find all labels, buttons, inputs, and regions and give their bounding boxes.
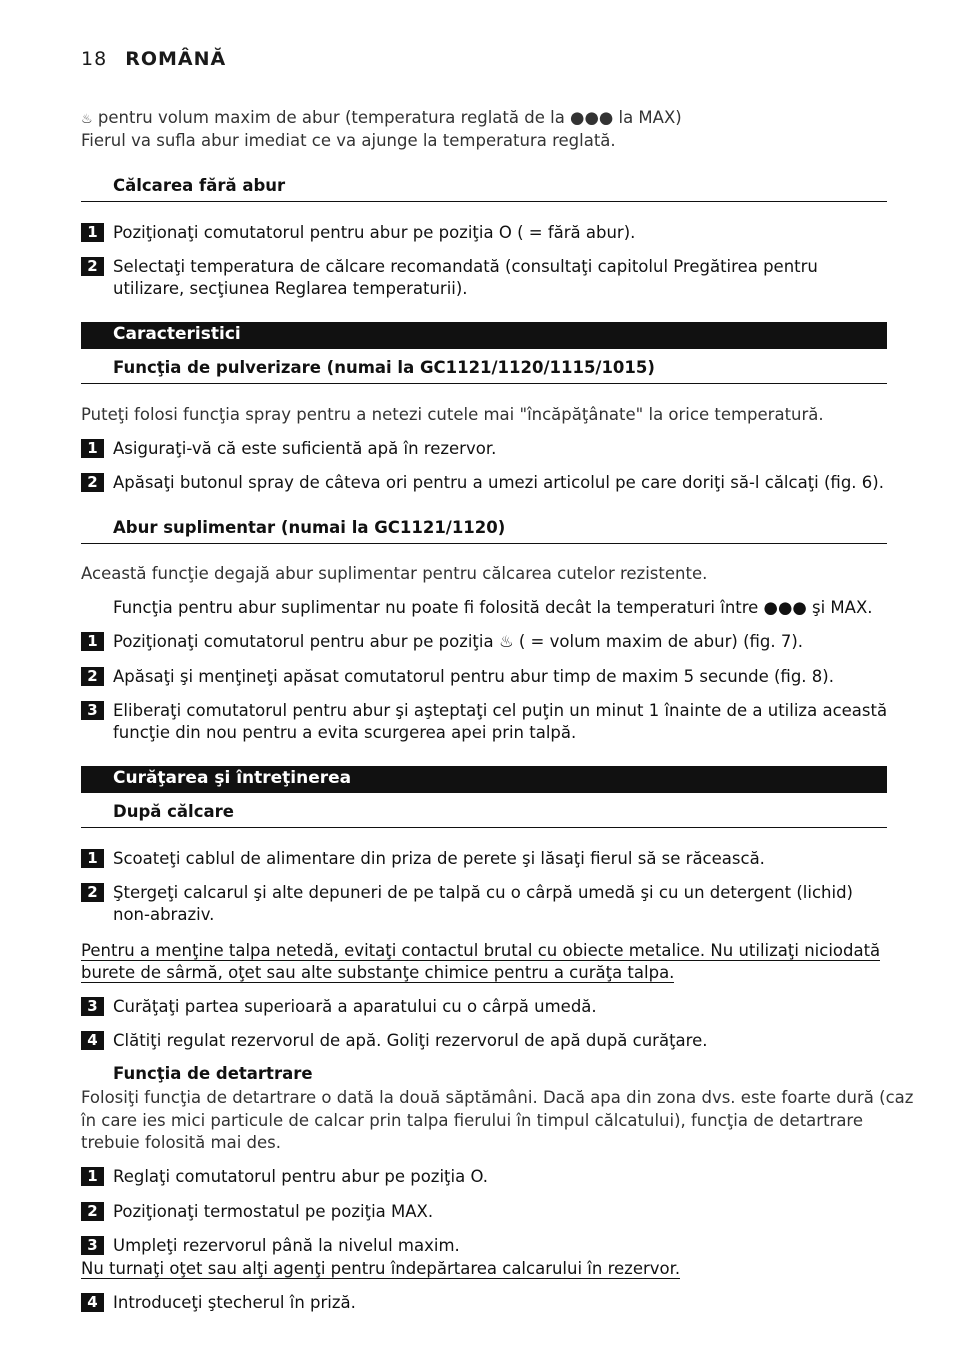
step-text: Poziţionaţi termostatul pe poziţia MAX. bbox=[113, 1202, 434, 1221]
step-number: 3 bbox=[81, 701, 104, 720]
step-text: Curăţaţi partea superioară a aparatului cu o cârpă umedă. bbox=[113, 997, 597, 1016]
step-number: 1 bbox=[81, 439, 104, 458]
step-text: Introduceţi ştecherul în priză. bbox=[113, 1293, 356, 1312]
divider bbox=[81, 201, 887, 202]
step-text: Umpleţi rezervorul până la nivelul maxim. bbox=[113, 1236, 460, 1255]
section-intro: Puteţi folosi funcţia spray pentru a netezi cutele mai "încăpăţânate" la orice temperatură. bbox=[81, 405, 824, 424]
step-number: 1 bbox=[81, 849, 104, 868]
section-title-extra-steam: Abur suplimentar (numai la GC1121/1120) bbox=[113, 518, 506, 537]
step-number: 2 bbox=[81, 1202, 104, 1221]
step-text: Poziţionaţi comutatorul pentru abur pe poziţia ♨ ( = volum maxim de abur) (fig. 7). bbox=[113, 632, 804, 651]
section-note: Funcţia pentru abur suplimentar nu poate fi folosită decât la temperaturi între ●●● şi MAX. bbox=[113, 598, 873, 617]
step-text: Poziţionaţi comutatorul pentru abur pe poziţia O ( = fără abur). bbox=[113, 223, 636, 242]
step-text: Apăsaţi şi menţineţi apăsat comutatorul pentru abur timp de maxim 5 secunde (fig. 8). bbox=[113, 667, 834, 686]
intro-line-1-text: pentru volum maxim de abur (temperatura reglată de la ●●● la MAX) bbox=[92, 108, 682, 127]
divider bbox=[81, 383, 887, 384]
section-intro: trebuie folosită mai des. bbox=[81, 1133, 282, 1152]
steam-max-icon: ♨ bbox=[81, 112, 93, 127]
step-text: Asiguraţi-vă că este suficientă apă în rezervor. bbox=[113, 439, 497, 458]
step-text: Scoateţi cablul de alimentare din priza de perete şi lăsaţi fierul să se răcească. bbox=[113, 849, 765, 868]
step-number: 2 bbox=[81, 257, 104, 276]
page-header bbox=[81, 48, 226, 70]
step-text: Eliberaţi comutatorul pentru abur şi aşteptaţi cel puţin un minut 1 înainte de a utiliza această funcţie din nou pentru a evita scurgerea apei prin talpă. bbox=[113, 701, 888, 742]
language-title: ROMÂNĂ bbox=[125, 48, 227, 70]
step-text: Apăsaţi butonul spray de câteva ori pentru a umezi articolul pe care doriţi să-l călcaţi (fig. 6). bbox=[113, 473, 884, 492]
step-number: 2 bbox=[81, 667, 104, 686]
section-bar-label: Caracteristici bbox=[113, 324, 241, 344]
section-title-no-steam: Călcarea fără abur bbox=[113, 176, 286, 195]
step-number: 3 bbox=[81, 997, 104, 1016]
warning-line bbox=[81, 1258, 680, 1280]
section-bar-cleaning bbox=[81, 766, 887, 793]
warning-text: Pentru a menţine talpa netedă, evitaţi contactul brutal cu obiecte metalice. Nu utilizaţi niciodată bbox=[81, 941, 881, 960]
intro-line-1 bbox=[81, 107, 901, 131]
section-bar-features bbox=[81, 322, 887, 349]
step-number: 3 bbox=[81, 1236, 104, 1255]
warning-text: burete de sârmă, oţet sau alte substanţe chimice pentru a curăţa talpa. bbox=[81, 963, 675, 982]
warning-text: Nu turnaţi oţet sau alţi agenţi pentru îndepărtarea calcarului în rezervor. bbox=[81, 1259, 681, 1278]
intro-line-2: Fierul va sufla abur imediat ce va ajunge la temperatura reglată. bbox=[81, 131, 616, 150]
step-number: 1 bbox=[81, 223, 104, 242]
step-number: 1 bbox=[81, 1167, 104, 1186]
step-text: Clătiţi regulat rezervorul de apă. Goliţi rezervorul de apă după curăţare. bbox=[113, 1031, 708, 1050]
step-number: 2 bbox=[81, 883, 104, 902]
step-number: 2 bbox=[81, 473, 104, 492]
step-text: Selectaţi temperatura de călcare recomandată (consultaţi capitolul Pregătirea pentru utilizare, secţiunea Reglarea temperaturii). bbox=[113, 257, 818, 298]
section-title-spray: Funcţia de pulverizare (numai la GC1121/1120/1115/1015) bbox=[113, 358, 655, 377]
warning-line-1 bbox=[81, 940, 880, 962]
step-number: 1 bbox=[81, 632, 104, 651]
divider bbox=[81, 827, 887, 828]
section-title-descaling: Funcţia de detartrare bbox=[113, 1064, 313, 1083]
section-bar-label: Curăţarea şi întreţinerea bbox=[113, 768, 352, 788]
step-number: 4 bbox=[81, 1293, 104, 1312]
step-text: Ştergeţi calcarul şi alte depuneri de pe talpă cu o cârpă umedă şi cu un detergent (lichid) non-abraziv. bbox=[113, 883, 853, 924]
section-intro: în care ies mici particule de calcar prin talpa fierului în timpul călcatului), funcţia de detartrare bbox=[81, 1111, 864, 1130]
page-number: 18 bbox=[81, 48, 108, 70]
step-text: Reglaţi comutatorul pentru abur pe poziţia O. bbox=[113, 1167, 489, 1186]
warning-line-2 bbox=[81, 962, 674, 984]
section-intro: Folosiţi funcţia de detartrare o dată la două săptămâni. Dacă apa din zona dvs. este foarte dură (caz bbox=[81, 1088, 914, 1107]
section-intro: Această funcţie degajă abur suplimentar pentru călcarea cutelor rezistente. bbox=[81, 564, 708, 583]
section-title-after-ironing: După călcare bbox=[113, 802, 234, 821]
step-number: 4 bbox=[81, 1031, 104, 1050]
divider bbox=[81, 543, 887, 544]
